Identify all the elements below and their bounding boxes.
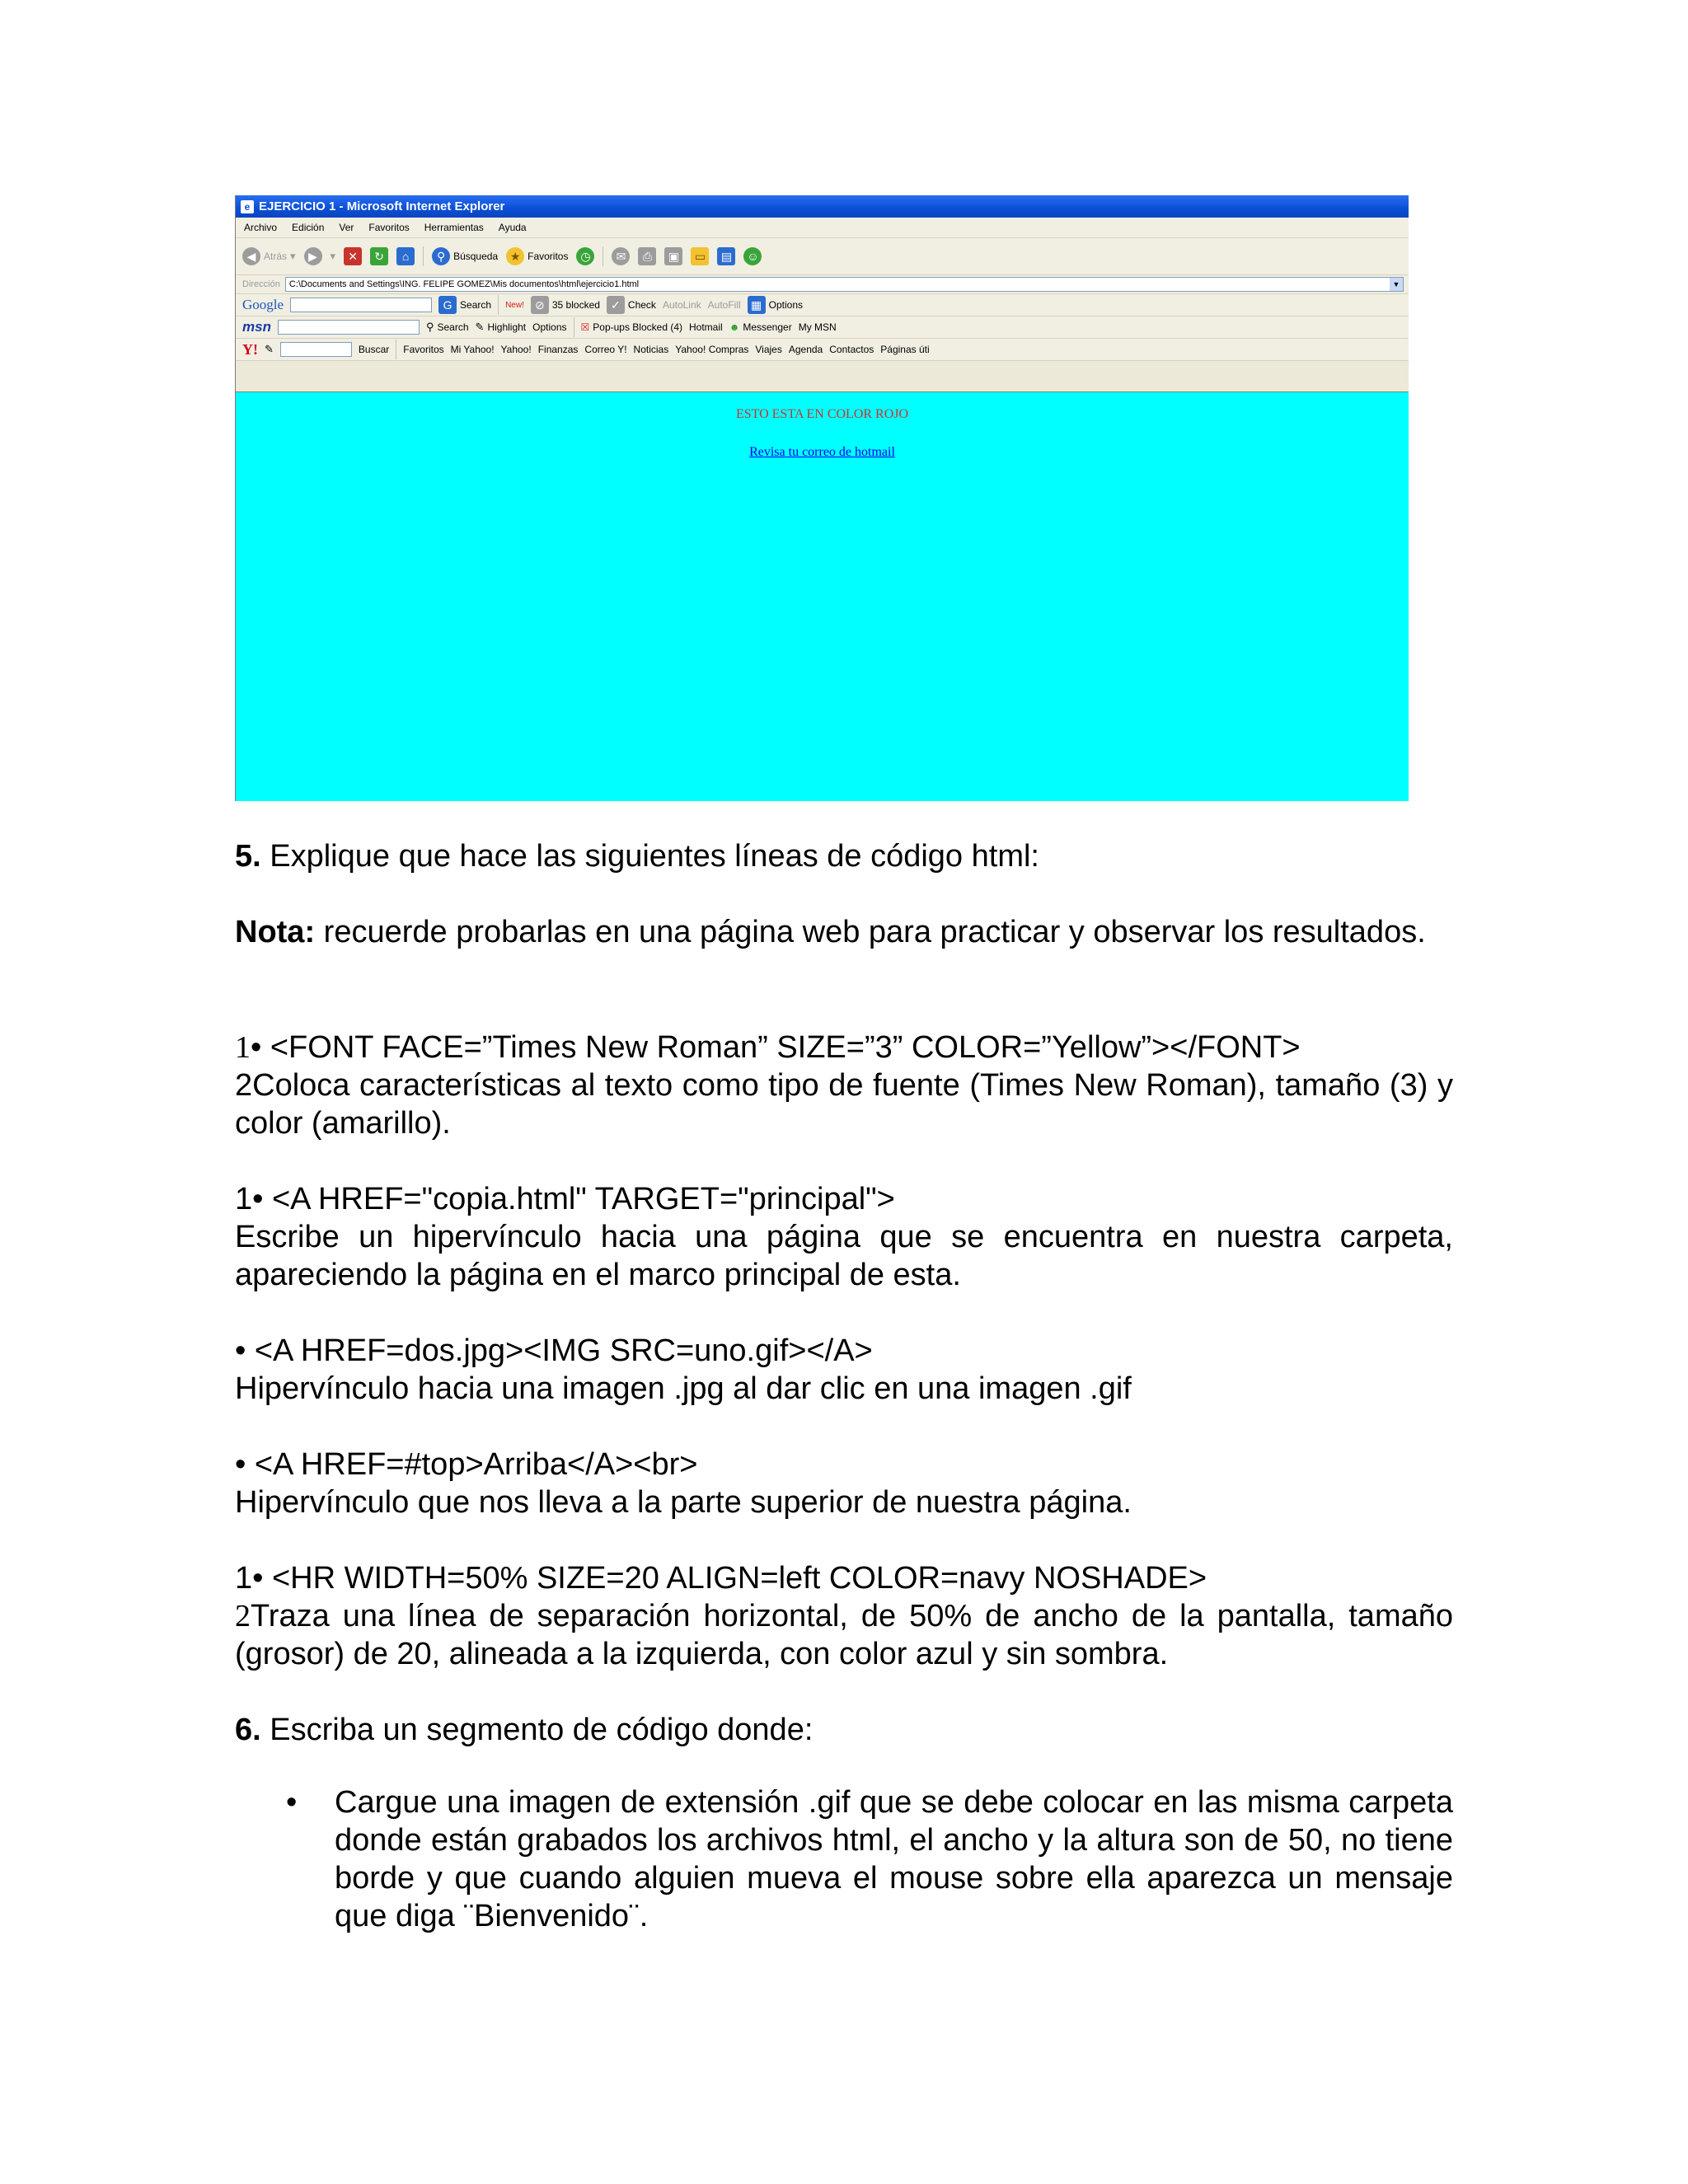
- research-icon[interactable]: ▤: [717, 247, 735, 265]
- popup-x-icon: ☒: [580, 321, 590, 333]
- history-icon[interactable]: ◷: [576, 247, 594, 265]
- browser-titlebar: [236, 195, 1409, 218]
- yahoo-buscar-button[interactable]: Buscar: [358, 344, 390, 355]
- yahoo-item-compras[interactable]: Yahoo! Compras: [675, 344, 749, 355]
- yahoo-item-finanzas[interactable]: Finanzas: [537, 344, 579, 355]
- question-5-text: Explique que hace las siguientes líneas de código html:: [260, 839, 1039, 874]
- refresh-icon[interactable]: ↻: [370, 247, 388, 265]
- popups-blocked-button[interactable]: ☒ Pop-ups Blocked (4): [580, 321, 682, 333]
- yahoo-item-paginas[interactable]: Páginas úti: [880, 344, 930, 355]
- google-logo[interactable]: Google: [242, 297, 284, 312]
- my-msn-button[interactable]: My MSN: [798, 321, 837, 333]
- list-item-text: Cargue una imagen de extensión .gif que se debe colocar en las misma carpeta donde están grabados los archivos html, el ancho y la altura son de 50, no tiene borde y que cuando alguien mueva el mouse sobre ella aparezca un mensaje que diga ¨Bienvenido¨.: [335, 1785, 1453, 1933]
- yahoo-item-correo[interactable]: Correo Y!: [584, 344, 627, 355]
- question-6: [235, 1711, 1453, 1749]
- msn-options-button[interactable]: Options: [532, 321, 567, 333]
- pencil-icon[interactable]: ✎: [265, 343, 274, 355]
- nota-paragraph: [235, 913, 1453, 951]
- item-1-code: 1• <FONT FACE=”Times New Roman” SIZE=”3” COLOR=”Yellow”></FONT>: [235, 1030, 1301, 1065]
- discuss-icon[interactable]: ▭: [691, 247, 709, 265]
- browser-title: EJERCICIO 1 - Microsoft Internet Explorer: [259, 199, 505, 213]
- bullet-icon: •: [286, 1785, 298, 1820]
- item-5-explanation: 2Traza una línea de separación horizontal, de 50% de ancho de la pantalla, tamaño (grosor) de 20, alineada a la izquierda, con color azul y sin sombra.: [235, 1599, 1453, 1671]
- item-2-code: 1• <A HREF="copia.html" TARGET="principal">: [235, 1182, 895, 1216]
- menu-ver[interactable]: Ver: [339, 222, 354, 233]
- autofill-button[interactable]: AutoFill: [707, 299, 741, 311]
- menu-favoritos[interactable]: Favoritos: [368, 222, 410, 233]
- page-viewport: [236, 391, 1409, 801]
- menu-ayuda[interactable]: Ayuda: [498, 222, 527, 233]
- item-1-explanation: 2Coloca características al texto como tipo de fuente (Times New Roman), tamaño (3) y color (amarillo).: [235, 1068, 1453, 1141]
- question-6-number: 6.: [235, 1713, 261, 1747]
- address-label: Dirección: [242, 279, 280, 289]
- new-badge: New!: [505, 300, 524, 310]
- nota-text: recuerde probarlas en una página web para practicar y observar los resultados.: [315, 915, 1426, 949]
- browser-menubar: [236, 218, 1409, 238]
- item-3-code: • <A HREF=dos.jpg><IMG SRC=uno.gif></A>: [235, 1333, 873, 1368]
- yahoo-item-noticias[interactable]: Noticias: [633, 344, 669, 355]
- google-options-button[interactable]: ▦ Options: [748, 296, 803, 314]
- menu-edicion[interactable]: Edición: [292, 222, 325, 233]
- messenger-button[interactable]: ☻ Messenger: [729, 321, 792, 333]
- ie-icon: e: [241, 200, 254, 213]
- yahoo-item-viajes[interactable]: Viajes: [755, 344, 782, 355]
- msn-logo[interactable]: msn: [242, 319, 271, 335]
- favorites-button[interactable]: ★ Favoritos: [506, 247, 568, 265]
- magnifier-icon: ⚲: [425, 321, 434, 333]
- standard-toolbar: ◀ Atrás ▾ ▶ ▾ ✕ ↻ ⌂ ⚲ Búsqueda ★ Favoritos ◷ ✉ ⎙ ▣ ▭ ▤ ☺: [236, 238, 1409, 275]
- yahoo-item-agenda[interactable]: Agenda: [788, 344, 823, 355]
- msn-toolbar: [236, 316, 1409, 339]
- options-icon: ▦: [748, 296, 766, 314]
- yahoo-item-contactos[interactable]: Contactos: [829, 344, 874, 355]
- question-6-list: [235, 1783, 1453, 1935]
- highlight-button[interactable]: ✎ Highlight: [475, 321, 527, 333]
- question-5: [235, 837, 1453, 875]
- google-g-icon: G: [438, 296, 457, 314]
- stop-icon[interactable]: ✕: [344, 247, 362, 265]
- yahoo-item-yahoo[interactable]: Yahoo!: [500, 344, 532, 355]
- popup-blocked-button[interactable]: ⊘ 35 blocked: [531, 296, 600, 314]
- back-button[interactable]: ◀ Atrás ▾: [242, 247, 296, 265]
- menu-herramientas[interactable]: Herramientas: [424, 222, 484, 233]
- hotmail-link[interactable]: Revisa tu correo de hotmail: [749, 445, 895, 459]
- yahoo-item-favoritos[interactable]: Favoritos: [403, 344, 444, 355]
- autolink-button[interactable]: AutoLink: [662, 299, 701, 311]
- address-dropdown-icon[interactable]: ▼: [1390, 278, 1403, 291]
- highlighter-icon: ✎: [475, 321, 485, 333]
- red-heading: ESTO ESTA EN COLOR ROJO: [735, 407, 909, 421]
- item-4-code: • <A HREF=#top>Arriba</A><br>: [235, 1447, 698, 1482]
- search-button[interactable]: ⚲ Búsqueda: [432, 247, 498, 265]
- forward-arrow-icon[interactable]: ▶: [304, 247, 322, 265]
- google-toolbar: [236, 294, 1409, 316]
- yahoo-toolbar: [236, 339, 1409, 361]
- home-icon[interactable]: ⌂: [396, 247, 415, 265]
- google-search-button[interactable]: G Search: [438, 296, 491, 314]
- item-4-explanation: Hipervínculo que nos lleva a la parte superior de nuestra página.: [235, 1485, 1132, 1520]
- hotmail-button[interactable]: Hotmail: [689, 321, 723, 333]
- address-input[interactable]: C:\Documents and Settings\ING. FELIPE GOMEZ\Mis documentos\html\ejercicio1.html ▼: [285, 277, 1404, 292]
- google-search-input[interactable]: [290, 298, 432, 312]
- item-5-code: 1• <HR WIDTH=50% SIZE=20 ALIGN=left COLOR=navy NOSHADE>: [235, 1561, 1207, 1596]
- msn-search-button[interactable]: ⚲ Search: [425, 321, 469, 333]
- msn-search-input[interactable]: [278, 320, 420, 335]
- star-icon: ★: [506, 247, 524, 265]
- back-arrow-icon: ◀: [242, 247, 260, 265]
- yahoo-search-input[interactable]: [280, 342, 352, 357]
- list-item: [235, 1783, 1453, 1935]
- nota-label: Nota:: [235, 915, 316, 949]
- yahoo-logo[interactable]: Y!: [242, 340, 258, 358]
- mail-icon[interactable]: ✉: [612, 247, 630, 265]
- spell-check-button[interactable]: ✓ Check: [607, 296, 656, 314]
- address-bar: [236, 275, 1409, 294]
- messenger-people-icon: ☻: [729, 321, 740, 333]
- question-5-number: 5.: [235, 839, 261, 874]
- item-2-explanation: Escribe un hipervínculo hacia una página que se encuentra en nuestra carpeta, apareciendo la página en el marco principal de esta.: [235, 1220, 1453, 1292]
- item-3-explanation: Hipervínculo hacia una imagen .jpg al dar clic en una imagen .gif: [235, 1371, 1132, 1406]
- messenger-icon[interactable]: ☺: [743, 247, 762, 265]
- browser-screenshot: [235, 195, 1409, 801]
- yahoo-item-mi-yahoo[interactable]: Mi Yahoo!: [450, 344, 495, 355]
- question-6-text: Escriba un segmento de código donde:: [260, 1713, 814, 1747]
- magnifier-icon: ⚲: [432, 247, 450, 265]
- menu-archivo[interactable]: Archivo: [244, 222, 278, 233]
- print-icon[interactable]: ⎙: [638, 247, 656, 265]
- edit-icon[interactable]: ▣: [664, 247, 682, 265]
- abc-check-icon: ✓: [607, 296, 625, 314]
- block-icon: ⊘: [531, 296, 549, 314]
